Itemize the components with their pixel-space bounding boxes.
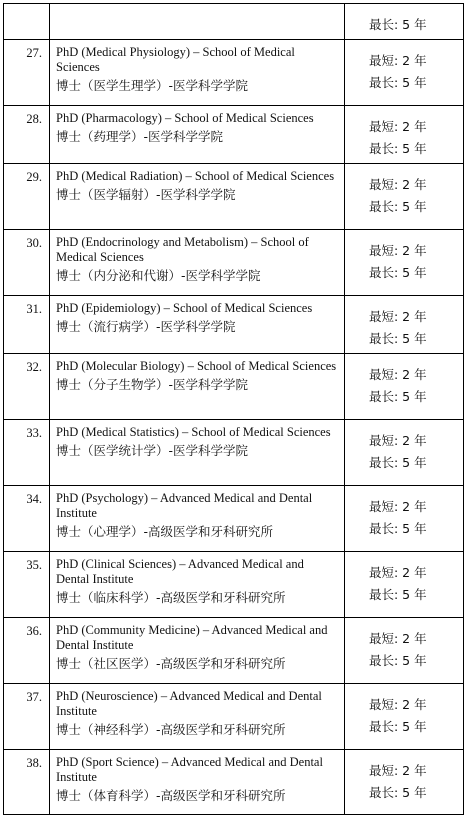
duration-cell [345, 552, 464, 618]
program-name-en: PhD (Sport Science) – Advanced Medical and Dental Institute [56, 755, 323, 784]
duration-cell [345, 4, 464, 40]
table-row [4, 750, 464, 815]
program-name-cell [50, 486, 345, 552]
program-name-en: PhD (Endocrinology and Metabolism) – School of Medical Sciences [56, 235, 309, 264]
min-duration: 最短: 2 年 [369, 631, 427, 646]
max-duration: 最长: 5 年 [369, 587, 427, 602]
max-duration: 最长: 5 年 [369, 141, 427, 156]
min-duration: 最短: 2 年 [369, 119, 427, 134]
row-number: 33. [4, 420, 50, 486]
program-name-cell [50, 420, 345, 486]
max-duration: 最长: 5 年 [369, 199, 427, 214]
table-row [4, 618, 464, 684]
max-duration: 最长: 5 年 [369, 785, 427, 800]
program-name-cell [50, 750, 345, 815]
min-duration: 最短: 2 年 [369, 499, 427, 514]
duration-cell [345, 354, 464, 420]
duration-cell [345, 40, 464, 106]
program-name-cell [50, 296, 345, 354]
table-row [4, 552, 464, 618]
row-number: 27. [4, 40, 50, 106]
duration-cell [345, 230, 464, 296]
duration-cell [345, 420, 464, 486]
program-name-cell [50, 106, 345, 164]
program-name-en: PhD (Medical Radiation) – School of Medical Sciences [56, 169, 335, 183]
row-number: 34. [4, 486, 50, 552]
program-name-cn: 博士（心理学）-高级医学和牙科研究所 [56, 524, 274, 539]
table-row [4, 486, 464, 552]
max-duration: 最长: 5 年 [369, 389, 427, 404]
program-name-en: PhD (Neuroscience) – Advanced Medical and Dental Institute [56, 689, 322, 718]
duration-cell [345, 296, 464, 354]
program-name-cn: 博士（医学统计学）-医学科学学院 [56, 443, 249, 458]
program-name-cn: 博士（社区医学）-高级医学和牙科研究所 [56, 656, 286, 671]
program-name-en: PhD (Medical Physiology) – School of Medical Sciences [56, 45, 295, 74]
program-name-cell [50, 164, 345, 230]
program-name-en: PhD (Clinical Sciences) – Advanced Medical and Dental Institute [56, 557, 304, 586]
min-duration: 最短: 2 年 [369, 243, 427, 258]
duration-cell [345, 164, 464, 230]
max-duration: 最长: 5 年 [369, 521, 427, 536]
program-name-en: PhD (Community Medicine) – Advanced Medical and Dental Institute [56, 623, 328, 652]
program-name-cn: 博士（医学生理学）-医学科学学院 [56, 78, 249, 93]
row-number: 35. [4, 552, 50, 618]
program-name-cell [50, 40, 345, 106]
table-row [4, 4, 464, 40]
max-duration: 最长: 5 年 [369, 653, 427, 668]
row-number: 29. [4, 164, 50, 230]
min-duration: 最短: 2 年 [369, 565, 427, 580]
row-number: 32. [4, 354, 50, 420]
table-row [4, 684, 464, 750]
program-name-en: PhD (Medical Statistics) – School of Medical Sciences [56, 425, 331, 439]
table-row [4, 230, 464, 296]
row-number: 31. [4, 296, 50, 354]
program-name-en: PhD (Epidemiology) – School of Medical Sciences [56, 301, 313, 315]
min-duration: 最短: 2 年 [369, 367, 427, 382]
min-duration: 最短: 2 年 [369, 53, 427, 68]
table-row [4, 40, 464, 106]
table-row [4, 420, 464, 486]
program-name-cn: 博士（分子生物学）-医学科学学院 [56, 377, 249, 392]
duration-cell [345, 618, 464, 684]
table-row [4, 106, 464, 164]
program-name-cn: 博士（临床科学）-高级医学和牙科研究所 [56, 590, 286, 605]
table-row [4, 296, 464, 354]
program-table-body [4, 4, 464, 815]
row-number: 30. [4, 230, 50, 296]
program-name-cell [50, 4, 345, 40]
program-name-en: PhD (Pharmacology) – School of Medical Sciences [56, 111, 314, 125]
program-name-cell [50, 230, 345, 296]
table-row [4, 164, 464, 230]
program-name-cn: 博士（药理学）-医学科学学院 [56, 129, 224, 144]
program-table [3, 3, 464, 815]
row-number: 28. [4, 106, 50, 164]
program-name-cn: 博士（流行病学）-医学科学学院 [56, 319, 236, 334]
max-duration: 最长: 5 年 [369, 265, 427, 280]
max-duration: 最长: 5 年 [369, 17, 427, 32]
min-duration: 最短: 2 年 [369, 697, 427, 712]
row-number-cell [4, 4, 50, 40]
program-name-cn: 博士（体育科学）-高级医学和牙科研究所 [56, 788, 286, 803]
max-duration: 最长: 5 年 [369, 719, 427, 734]
program-name-en: PhD (Psychology) – Advanced Medical and Dental Institute [56, 491, 313, 520]
row-number: 37. [4, 684, 50, 750]
max-duration: 最长: 5 年 [369, 75, 427, 90]
duration-cell [345, 486, 464, 552]
program-name-cn: 博士（医学辐射）-医学科学学院 [56, 187, 236, 202]
duration-cell [345, 106, 464, 164]
duration-cell [345, 684, 464, 750]
program-name-cn: 博士（内分泌和代谢）-医学科学学院 [56, 268, 261, 283]
program-name-cell [50, 684, 345, 750]
program-name-en: PhD (Molecular Biology) – School of Medical Sciences [56, 359, 337, 373]
program-name-cell [50, 552, 345, 618]
program-name-cn: 博士（神经科学）-高级医学和牙科研究所 [56, 722, 286, 737]
max-duration: 最长: 5 年 [369, 331, 427, 346]
min-duration: 最短: 2 年 [369, 309, 427, 324]
min-duration: 最短: 2 年 [369, 433, 427, 448]
duration-cell [345, 750, 464, 815]
program-name-cell [50, 618, 345, 684]
min-duration: 最短: 2 年 [369, 763, 427, 778]
table-row [4, 354, 464, 420]
program-name-cell [50, 354, 345, 420]
row-number: 38. [4, 750, 50, 815]
max-duration: 最长: 5 年 [369, 455, 427, 470]
row-number: 36. [4, 618, 50, 684]
min-duration: 最短: 2 年 [369, 177, 427, 192]
